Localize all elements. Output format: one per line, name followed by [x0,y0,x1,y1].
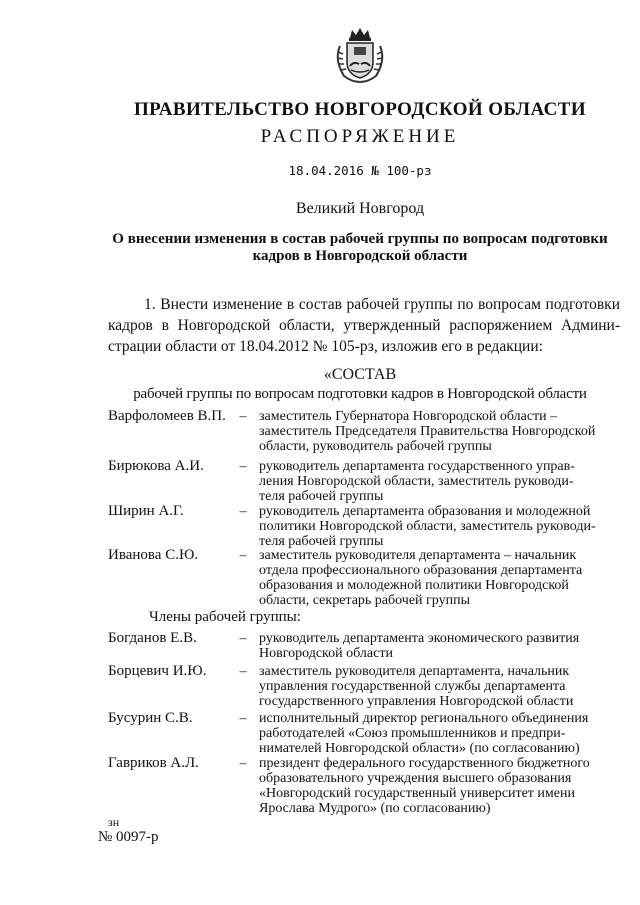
member-role-line: ления Новгородской области, заместитель руководи- [259,474,574,489]
member-role [259,711,609,756]
member-name: Иванова С.Ю. [108,547,199,563]
member-dash: – [239,504,247,519]
member-role-line: государственного управления Новгородской области [259,694,574,709]
member-role-line: области, руководитель рабочей группы [259,439,492,454]
paragraph-line: страции области от 18.04.2012 № 105-рз, изложив его в редакции: [108,338,543,355]
member-role-line: президент федерального государственного бюджетного [259,756,590,771]
member-dash: – [239,711,247,726]
member-role [259,664,609,709]
member-dash: – [239,664,247,679]
member-name: Ширин А.Г. [108,503,184,519]
document-subject-line: кадров в Новгородской области [252,248,468,264]
coat-of-arms-icon [330,24,390,86]
member-role [259,409,609,454]
member-dash: – [239,548,247,563]
member-role-line: политики Новгородской области, заместитель руководи- [259,519,596,534]
member-role-line: теля рабочей группы [259,534,384,549]
member-name: Богданов Е.В. [108,630,197,646]
member-role-line: управления государственной службы департамента [259,679,566,694]
member-role-line: заместитель руководителя департамента – начальник [259,548,577,563]
footer-document-number: № 0097-р [98,829,159,845]
member-role-line: Новгородской области [259,646,393,661]
member-name: Варфоломеев В.П. [108,408,226,424]
composition-title: «СОСТАВ [323,366,397,383]
member-role-line: руководитель департамента образования и молодежной [259,504,591,519]
government-title: ПРАВИТЕЛЬСТВО НОВГОРОДСКОЙ ОБЛАСТИ [134,99,586,120]
member-name: Борцевич И.Ю. [108,663,207,679]
resolution-paragraph [108,294,620,357]
member-role [259,548,609,608]
member-role-line: руководитель департамента экономического развития [259,631,580,646]
member-role-line: работодателей «Союз промышленников и предпри- [259,726,566,741]
member-role-line: области, секретарь рабочей группы [259,593,470,608]
member-role [259,756,609,816]
member-role-line: исполнительный директор регионального объединения [259,711,589,726]
member-role-line: образовательного учреждения высшего образования [259,771,572,786]
members-heading: Члены рабочей группы: [149,609,301,625]
member-role-line: Ярослава Мудрого» (по согласованию) [259,801,491,816]
member-role-line: нимателей Новгородской области» (по согласованию) [259,741,580,756]
member-role-line: руководитель департамента государственного управ- [259,459,575,474]
member-role-line: заместитель Губернатора Новгородской области – [259,409,558,424]
composition-subtitle: рабочей группы по вопросам подготовки кадров в Новгородской области [133,386,587,402]
member-role [259,459,609,504]
footer-code: зн [108,815,120,829]
member-dash: – [239,631,247,646]
paragraph-line: 1. Внести изменение в состав рабочей группы по вопросам подготовки [144,296,620,313]
member-dash: – [239,459,247,474]
member-role [259,631,609,661]
member-dash: – [239,756,247,771]
document-subject-line: О внесении изменения в состав рабочей группы по вопросам подготовки [112,231,608,247]
member-role-line: образования и молодежной политики Новгородской [259,578,569,593]
member-name: Гавриков А.Л. [108,755,199,771]
document-subject [108,231,612,265]
member-name: Бусурин С.В. [108,710,193,726]
member-role-line: отдела профессионального образования департамента [259,563,583,578]
issue-place: Великий Новгород [295,200,425,217]
member-name: Бирюкова А.И. [108,458,204,474]
member-dash: – [239,409,247,424]
document-date-number: 18.04.2016 № 100-рз [288,163,432,178]
member-role-line: теля рабочей группы [259,489,384,504]
member-role-line: заместитель Председателя Правительства Новгородской [259,424,596,439]
member-role-line: «Новгородский государственный университет имени [259,786,575,801]
paragraph-line: кадров в Новгородской области, утвержденный распоряжением Админи- [108,317,620,334]
member-role-line: заместитель руководителя департамента, начальник [259,664,570,679]
member-role [259,504,609,549]
document-type: РАСПОРЯЖЕНИЕ [260,126,460,147]
